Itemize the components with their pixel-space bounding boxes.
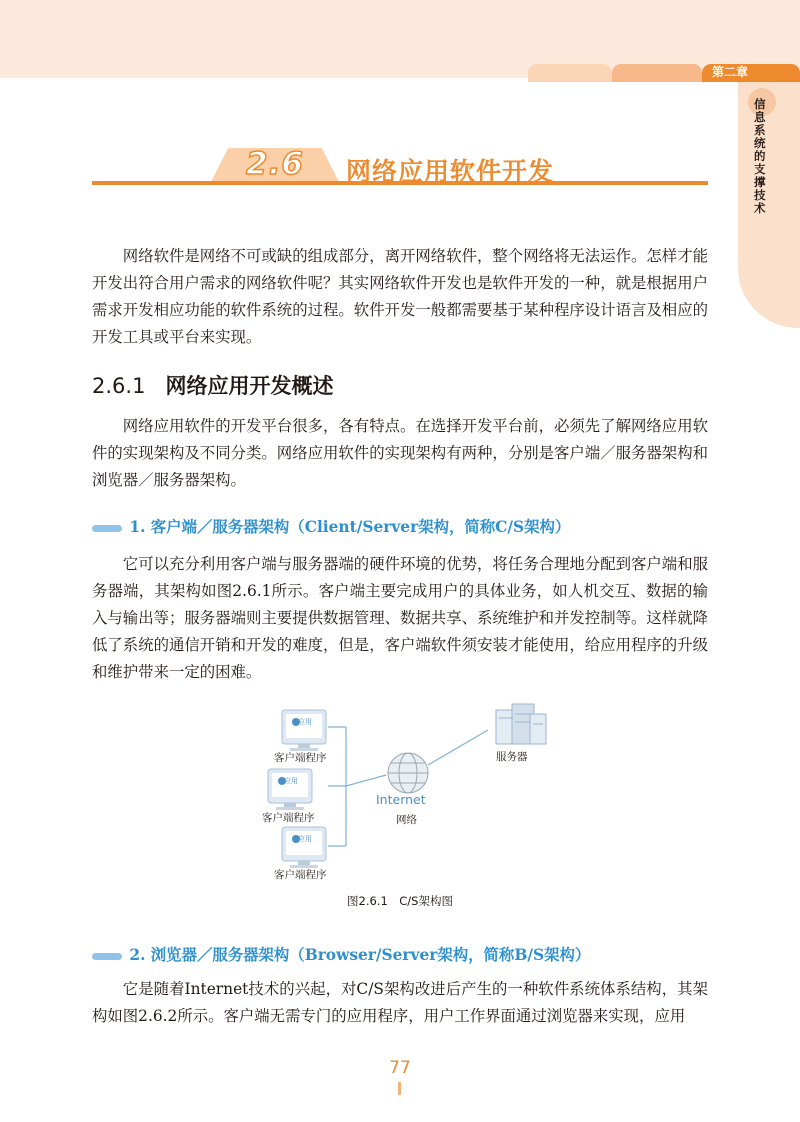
bs-heading	[92, 943, 590, 965]
monitor-text: 应用	[298, 835, 312, 843]
bs-paragraph: 它是随着Internet技术的兴起，对C/S架构改进后产生的一种软件系统体系结构，其架构如图2.6.2所示。客户端无需专门的应用程序，用户工作界面通过浏览器来实现，应用	[92, 980, 708, 1025]
client-label: 客户端程序	[274, 752, 327, 764]
side-chapter-title: 信息系统的支撑技术	[754, 97, 766, 215]
server-label: 服务器	[496, 751, 528, 763]
page-number: 77	[389, 1058, 411, 1078]
cs-heading-text: 1. 客户端／服务器架构（Client/Server架构，简称C/S架构）	[129, 518, 571, 536]
bs-heading-text: 2. 浏览器／服务器架构（Browser/Server架构，简称B/S架构）	[129, 946, 591, 964]
chapter-label: 第二章	[712, 65, 749, 79]
monitor-text: 应用	[298, 718, 312, 726]
cs-heading	[92, 515, 570, 537]
heading-bar	[92, 953, 122, 960]
section-number: 2.6	[246, 146, 304, 182]
intro-paragraph: 网络软件是网络不可或缺的组成部分，离开网络软件，整个网络将无法运作。怎样才能开发出符合用户需求的网络软件呢？其实网络软件开发也是软件开发的一种，就是根据用户需求开发相应功能的软件系统的过程。软件开发一般都需要基于某种程序设计语言及相应的开发工具或平台来实现。	[92, 247, 708, 346]
subsection-number: 2.6.1	[92, 374, 146, 398]
globe-icon	[388, 753, 428, 793]
internet-label: Internet	[376, 792, 426, 807]
overview-paragraph: 网络应用软件的开发平台很多，各有特点。在选择开发平台前，必须先了解网络应用软件的实现架构及不同分类。网络应用软件的实现架构有两种，分别是客户端／服务器架构和浏览器／服务器架构。	[92, 417, 708, 489]
client-label: 客户端程序	[262, 812, 315, 824]
subsection-heading	[92, 370, 333, 400]
cs-architecture-figure	[258, 700, 558, 885]
header-tab-mid	[612, 64, 702, 82]
client-label: 客户端程序	[274, 869, 327, 881]
cs-paragraph: 它可以充分利用客户端与服务器端的硬件环境的优势，将任务合理地分配到客户端和服务器端，其架构如图2.6.1所示。客户端主要完成用户的具体业务，如人机交互、数据的输入与输出等；服务器端则主要提供数据管理、数据共享、系统维护和并发控制等。这样就降低了系统的通信开销和开发的难度，但是，客户端软件须安装才能使用，给应用程序的升级和维护带来一定的困难。	[92, 555, 708, 681]
side-chapter-tab	[738, 82, 800, 328]
subsection-title: 网络应用开发概述	[165, 374, 334, 398]
server-rack-icon	[496, 704, 546, 744]
section-title: 网络应用软件开发	[346, 157, 555, 186]
heading-bar	[92, 525, 122, 532]
figure-caption: 图2.6.1 C/S架构图	[347, 894, 453, 908]
network-label: 网络	[396, 814, 417, 826]
monitor-text: 应用	[284, 777, 298, 785]
header-tab-light	[528, 64, 612, 82]
page-number-tick	[398, 1082, 401, 1095]
